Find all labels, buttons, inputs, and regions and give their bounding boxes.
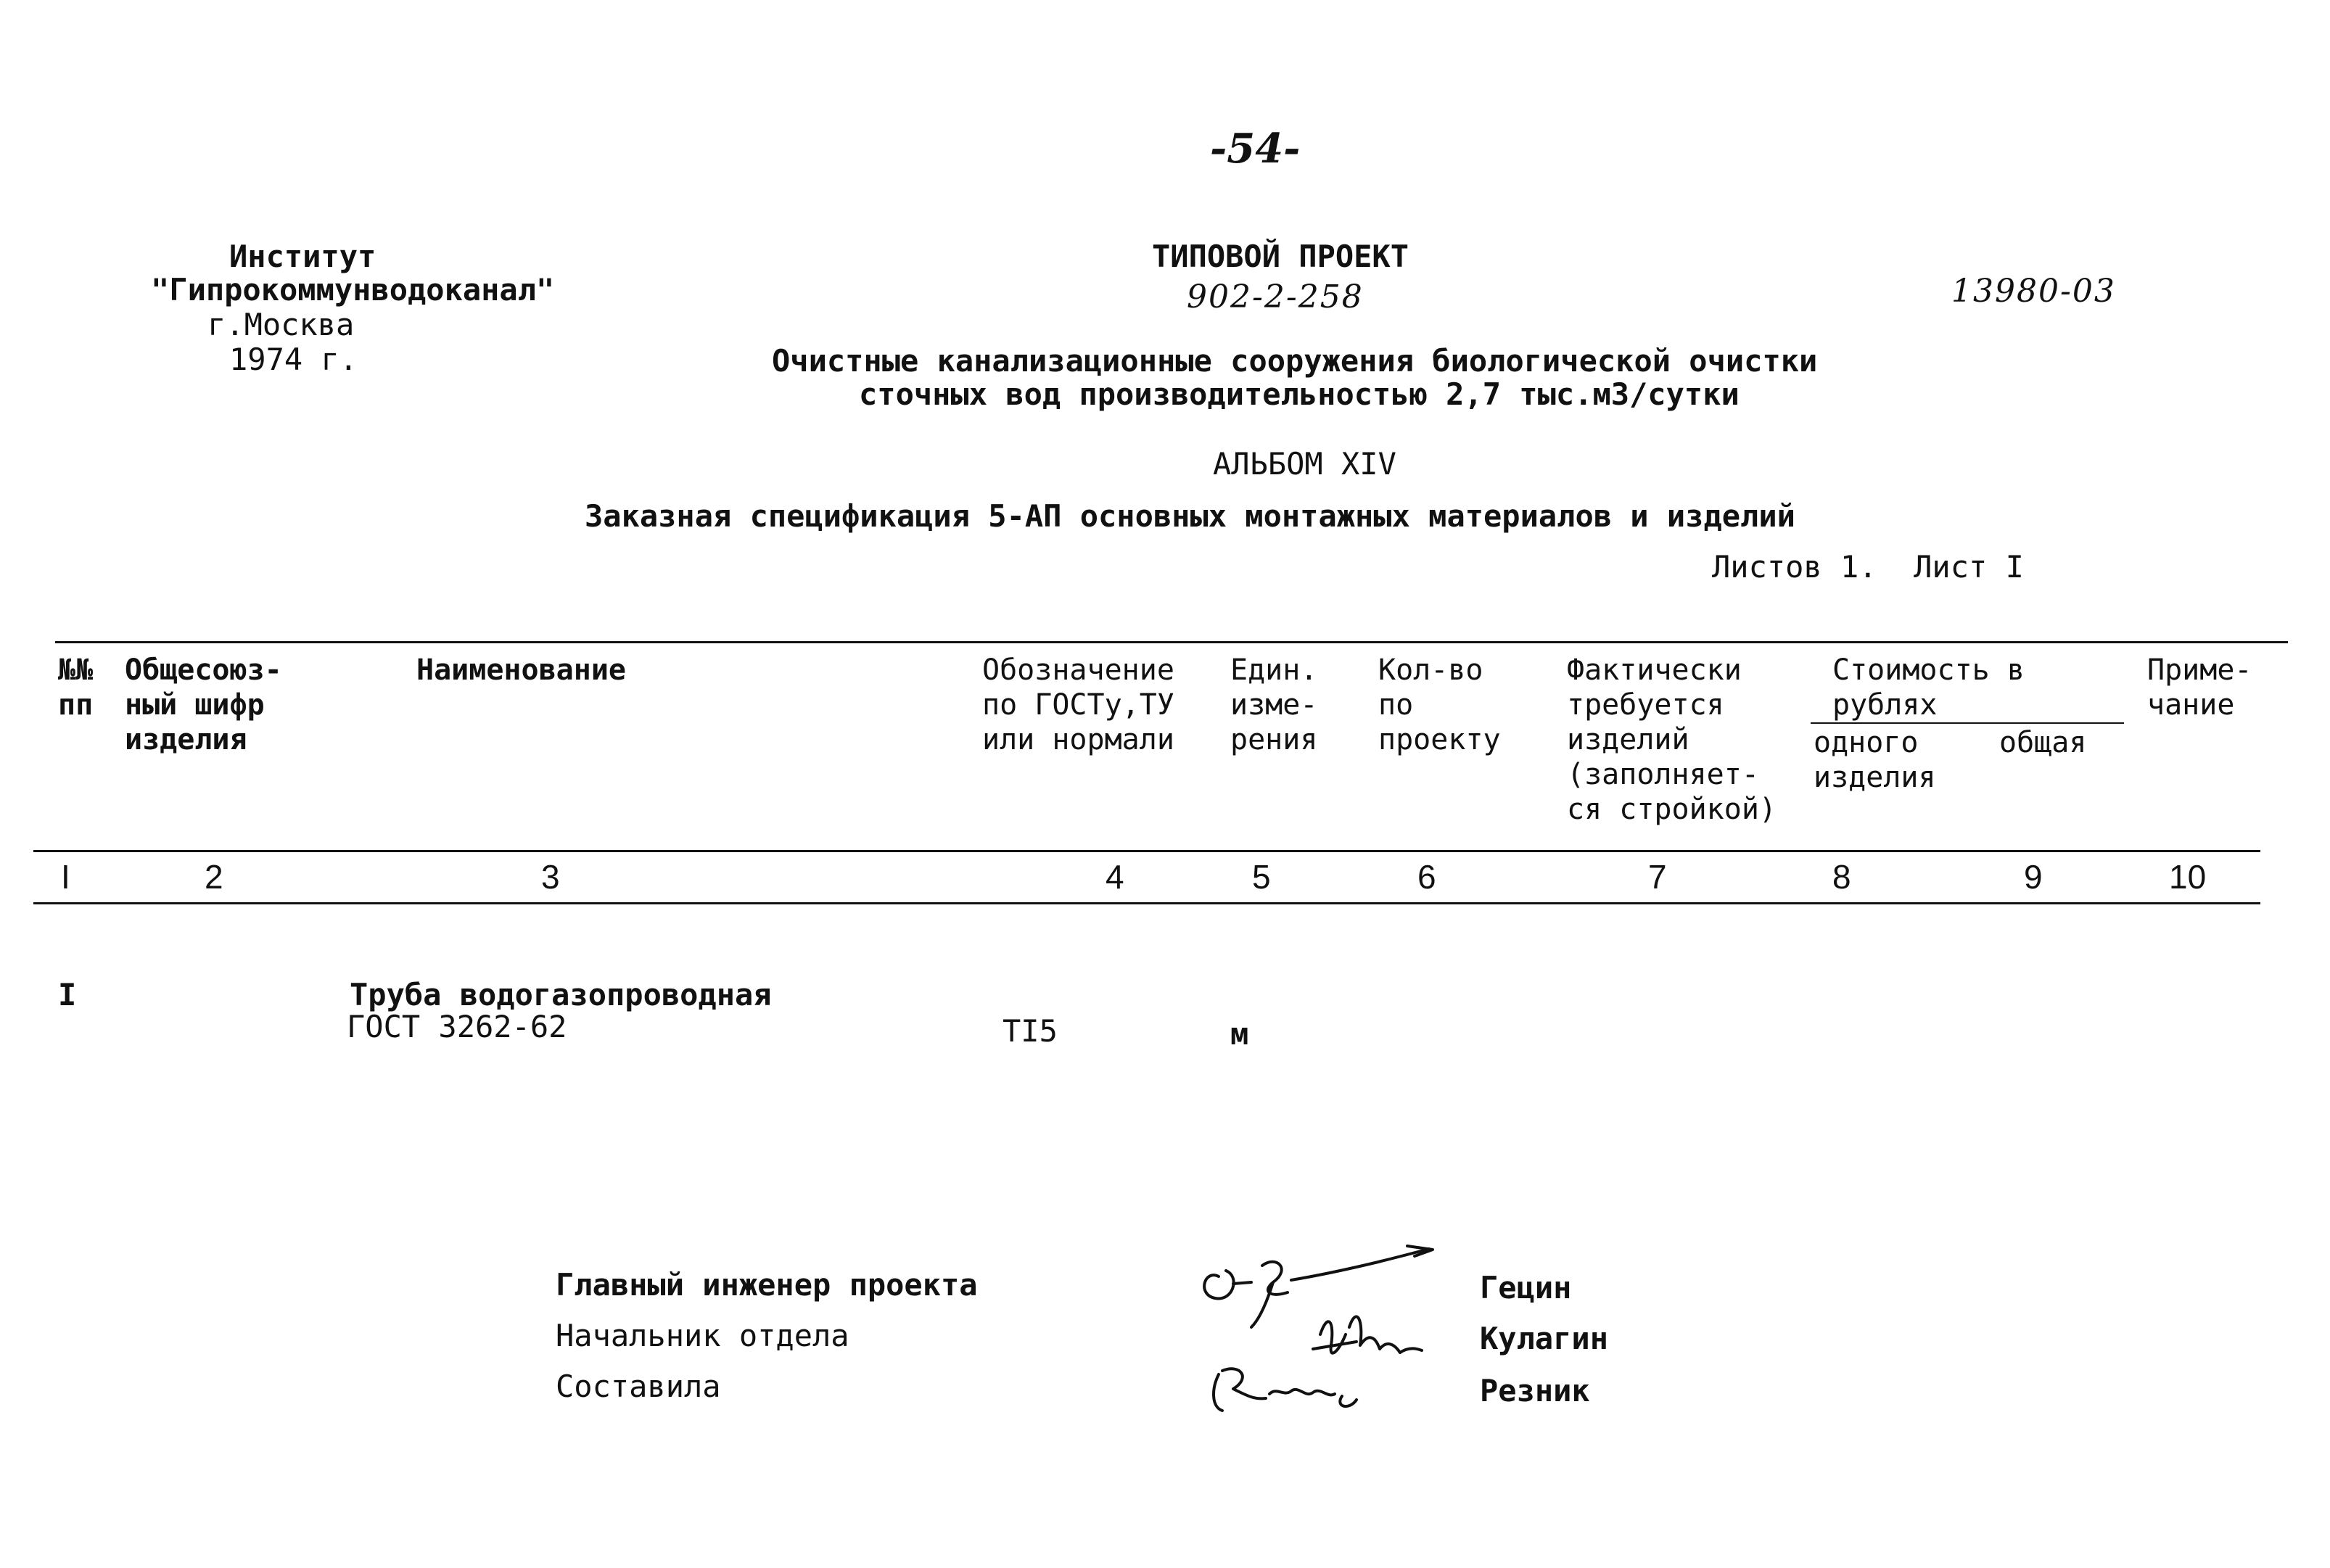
header-row-number: №№ пп <box>58 653 94 722</box>
specification-title: Заказная спецификация 5-АП основных монтажных материалов и изделий <box>585 498 1795 534</box>
header-unit: Един. изме- рения <box>1230 653 1318 756</box>
header-quantity: Кол-во по проекту <box>1378 653 1501 756</box>
table-header-bottom-rule <box>33 850 2260 852</box>
column-number: 7 <box>1648 858 1667 896</box>
handwritten-signature <box>1190 1226 1480 1429</box>
signatory-name: Кулагин <box>1480 1321 1609 1356</box>
signature-role: Начальник отдела <box>556 1318 849 1353</box>
item-name: Труба водогазопроводная <box>350 977 772 1012</box>
table-top-rule <box>55 641 2288 643</box>
header-code: Общесоюз- ный шифр изделия <box>125 653 282 756</box>
column-number: 5 <box>1252 858 1271 896</box>
header-designation: Обозначение по ГОСТу,ТУ или нормали <box>982 653 1174 756</box>
column-number: 9 <box>2024 858 2043 896</box>
project-code: 13980-03 <box>1951 273 2116 310</box>
sheet-count: Листов 1. Лист I <box>1712 549 2024 585</box>
column-number: 3 <box>541 858 560 896</box>
cost-divider-rule <box>1811 722 2124 724</box>
column-number: 8 <box>1832 858 1851 896</box>
column-number: I <box>61 858 70 896</box>
signatory-name: Гецин <box>1480 1270 1572 1305</box>
institute-city: г.Москва <box>207 307 355 342</box>
header-cost-per-unit: одного изделия <box>1814 726 1936 794</box>
project-title: ТИПОВОЙ ПРОЕКТ <box>1152 239 1409 274</box>
page-number: -54- <box>1210 125 1301 173</box>
header-cost-total: общая <box>1999 726 2087 759</box>
item-designation: TI5 <box>1003 1013 1058 1049</box>
project-number: 902-2-258 <box>1187 278 1364 315</box>
header-remarks: Приме- чание <box>2147 653 2252 722</box>
header-actual-required: Фактически требуется изделий (заполняет- ся стройкой) <box>1567 653 1777 826</box>
row-number: I <box>58 977 77 1012</box>
institute-label: Институт <box>229 239 376 274</box>
institute-year: 1974 г. <box>229 342 358 377</box>
signature-role: Составила <box>556 1369 721 1404</box>
table-colnum-bottom-rule <box>33 902 2260 904</box>
column-number: 4 <box>1106 858 1124 896</box>
column-number: 2 <box>205 858 223 896</box>
header-cost: Стоимость в рублях <box>1832 653 2025 722</box>
signatory-name: Резник <box>1480 1373 1590 1408</box>
signature-role: Главный инженер проекта <box>556 1267 978 1303</box>
item-unit: м <box>1230 1016 1249 1052</box>
project-description-line2: сточных вод производительностью 2,7 тыс.м3/сутки <box>859 376 1740 412</box>
column-number: 6 <box>1417 858 1436 896</box>
album-title: АЛЬБОМ XIV <box>1213 446 1396 482</box>
item-standard: ГОСТ 3262-62 <box>347 1009 567 1044</box>
institute-name: "Гипрокоммунводоканал" <box>151 272 555 308</box>
header-name: Наименование <box>416 653 626 687</box>
project-description-line1: Очистные канализационные сооружения биологической очистки <box>772 343 1818 379</box>
column-number: 10 <box>2169 858 2207 896</box>
